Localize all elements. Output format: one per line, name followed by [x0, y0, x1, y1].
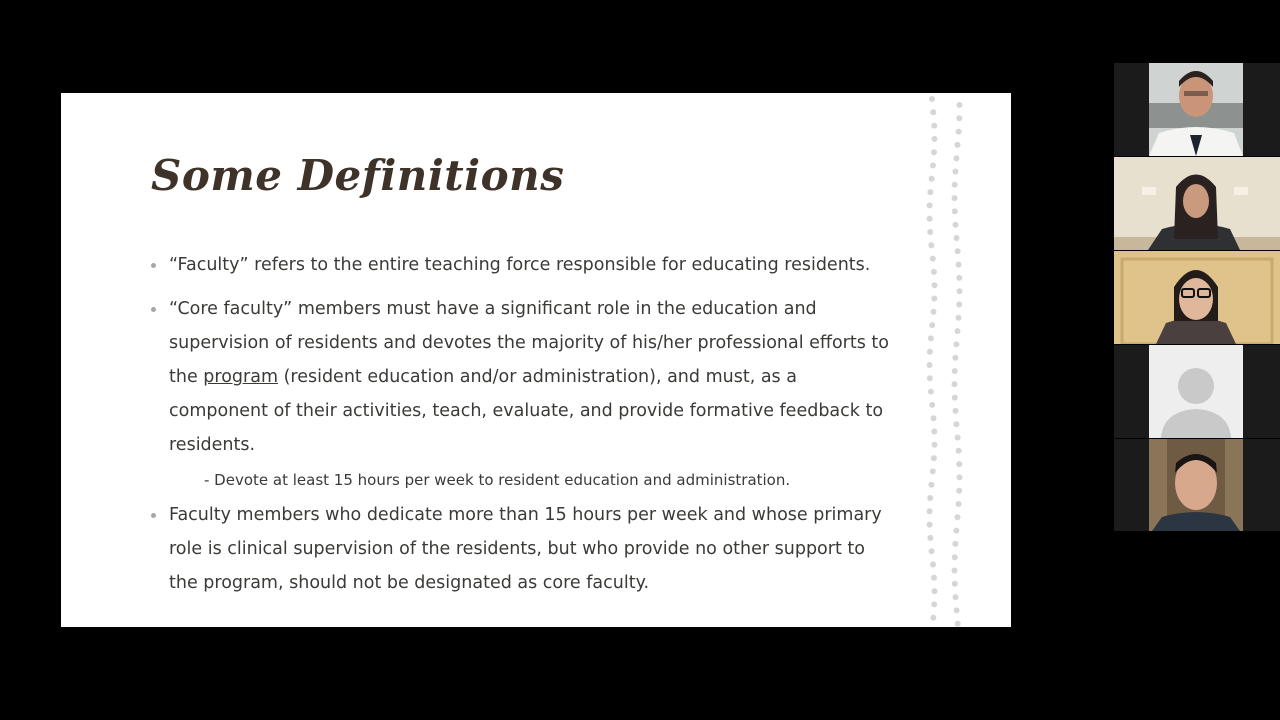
- participant-tile-5[interactable]: [1114, 439, 1280, 531]
- participant-video-5: [1114, 439, 1280, 531]
- bullet-core-faculty: [151, 292, 891, 462]
- bullet-faculty-text: “Faculty” refers to the entire teaching force responsible for educating residents.: [169, 255, 871, 275]
- program-link[interactable]: program: [203, 367, 278, 387]
- slide-title: Some Definitions: [151, 151, 565, 200]
- participant-tile-2[interactable]: [1114, 157, 1280, 250]
- bullet-core-faculty-text-b: (resident education and/or administration), and must, as a component of their activities, teach, evaluate, and provide formative feedback to residents.: [169, 367, 884, 455]
- bullet-core-faculty-text-a: “Core faculty” members must have a significant role in the education and supervision of residents and devotes the majority of his/her professional efforts to the: [169, 299, 889, 387]
- participant-video-3: [1114, 251, 1280, 344]
- participant-tile-1[interactable]: [1114, 63, 1280, 156]
- participant-tile-4[interactable]: [1114, 345, 1280, 438]
- bullet-list: [151, 248, 891, 610]
- bullet-faculty: [151, 248, 891, 282]
- bullet-faculty-members-text: Faculty members who dedicate more than 15 hours per week and whose primary role is clinical supervision of the residents, but who provide no other support to the program, should not be designated as core faculty.: [169, 505, 882, 593]
- shared-slide: [61, 93, 1011, 627]
- bullet-faculty-members: [151, 498, 891, 600]
- participant-tile-3[interactable]: [1114, 251, 1280, 344]
- decorative-dot-rail: [923, 93, 967, 627]
- participant-video-1: [1114, 63, 1280, 156]
- avatar-placeholder-icon: [1114, 345, 1280, 438]
- participant-video-2: [1114, 157, 1280, 250]
- sub-note-hours: - Devote at least 15 hours per week to resident education and administration.: [204, 471, 791, 489]
- participant-video-strip: [1114, 63, 1280, 531]
